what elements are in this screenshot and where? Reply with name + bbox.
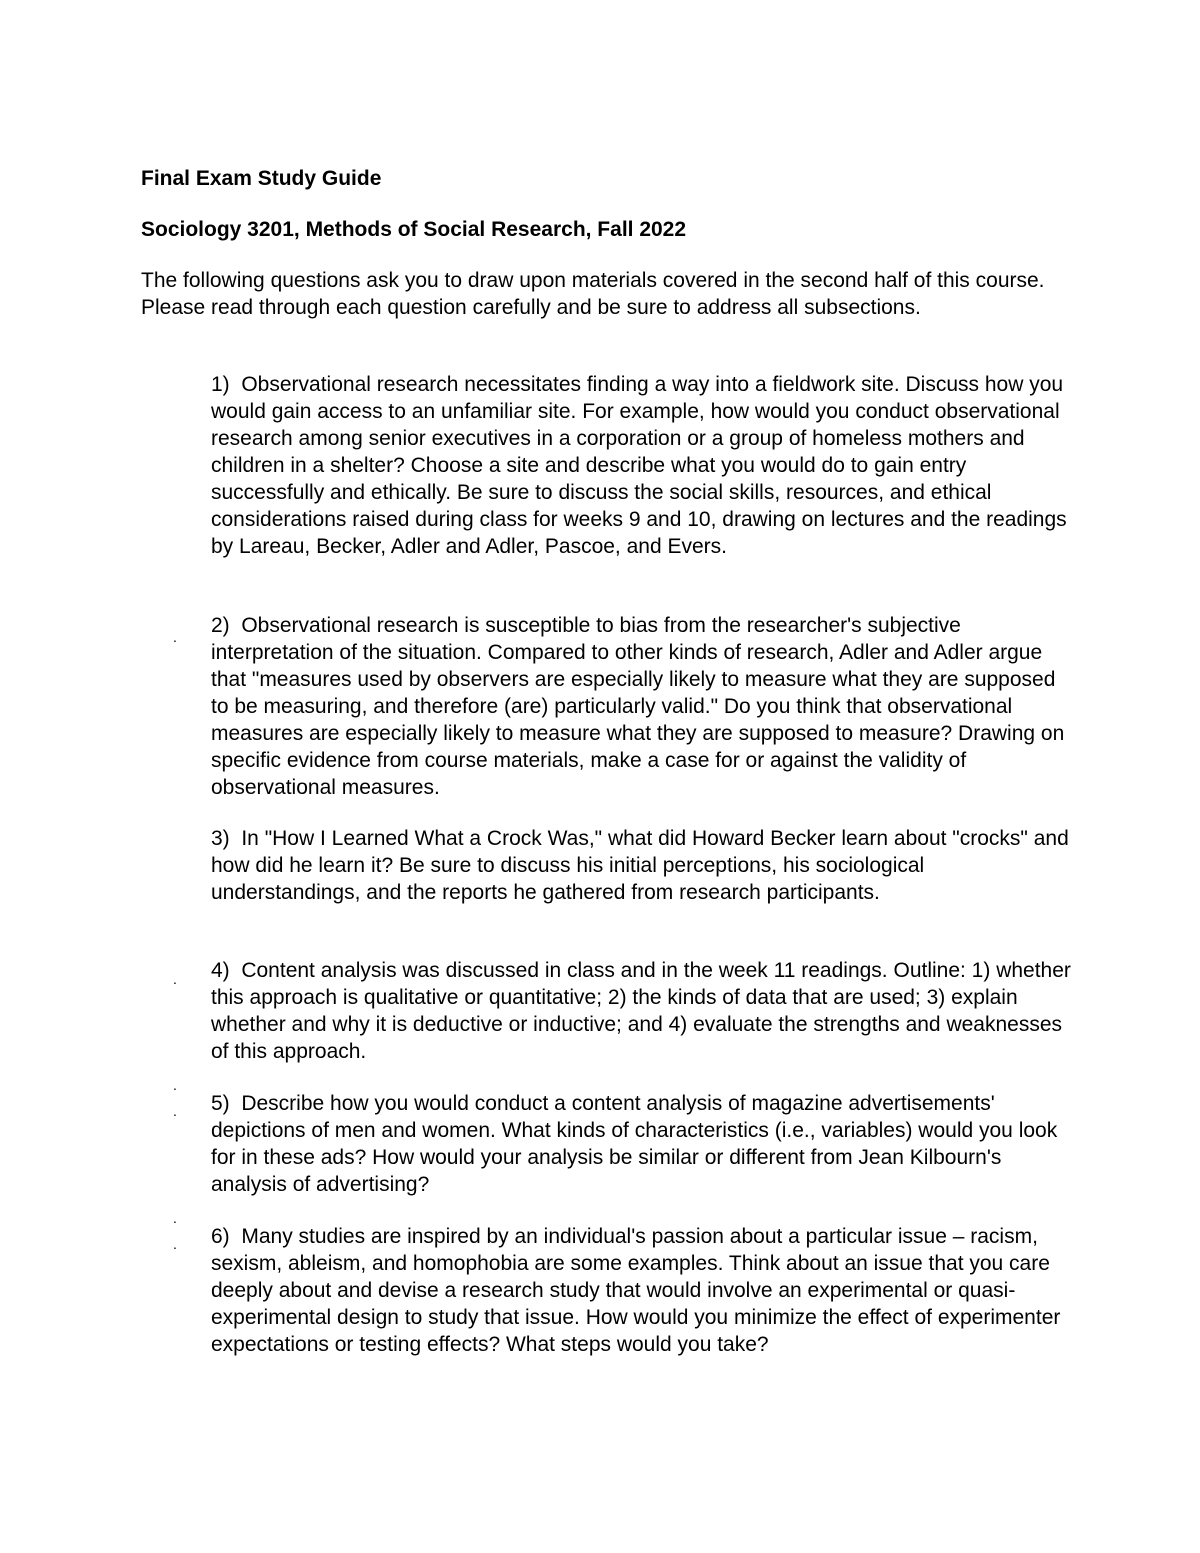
question-2: 2) Observational research is susceptible to bias from the researcher's subjective interpretation of the situation. Compared to other kinds of research, Adler and Adler argue that "measures used by observers are especially likely to measure what they are supposed to be measuring, and therefore (are) particularly valid." Do you think that observational measures are especially likely to measure what they are supposed to measure? Drawing on specific evidence from course materials, make a case for or against the validity of observational measures.	[211, 614, 1065, 799]
intro-paragraph: The following questions ask you to draw upon materials covered in the second half of this course. Please read through each question carefully and be sure to address all subsections.	[141, 269, 1045, 319]
document-subtitle: Sociology 3201, Methods of Social Research, Fall 2022	[141, 218, 687, 241]
list-marker: .	[173, 1210, 177, 1226]
question-5: 5) Describe how you would conduct a content analysis of magazine advertisements' depictions of men and women. What kinds of characteristics (i.e., variables) would you look for in these ads? How would your analysis be similar or different from Jean Kilbourn's analysis of advertising?	[211, 1092, 1058, 1196]
list-marker: .	[173, 1103, 177, 1119]
question-3: 3) In "How I Learned What a Crock Was," what did Howard Becker learn about "crocks" and how did he learn it? Be sure to discuss his initial perceptions, his sociological understandings, and the reports he gathered from research participants.	[211, 827, 1069, 904]
list-marker: .	[173, 629, 177, 645]
list-marker: .	[173, 971, 177, 987]
list-marker: .	[173, 1236, 177, 1252]
question-4: 4) Content analysis was discussed in class and in the week 11 readings. Outline: 1) whether this approach is qualitative or quantitative; 2) the kinds of data that are used; 3) explain whether and why it is deductive or inductive; and 4) evaluate the strengths and weaknesses of this approach.	[211, 959, 1071, 1063]
document-title: Final Exam Study Guide	[141, 167, 382, 190]
list-marker: .	[173, 1077, 177, 1093]
question-1: 1) Observational research necessitates finding a way into a fieldwork site. Discuss how you would gain access to an unfamiliar site. For example, how would you conduct observational research among senior executives in a corporation or a group of homeless mothers and children in a shelter? Choose a site and describe what you would do to gain entry successfully and ethically. Be sure to discuss the social skills, resources, and ethical considerations raised during class for weeks 9 and 10, drawing on lectures and the readings by Lareau, Becker, Adler and Adler, Pascoe, and Evers.	[211, 373, 1067, 558]
question-6: 6) Many studies are inspired by an individual's passion about a particular issue – racism, sexism, ableism, and homophobia are some examples. Think about an issue that you care deeply about and devise a research study that would involve an experimental or quasi-experimental design to study that issue. How would you minimize the effect of experimenter expectations or testing effects? What steps would you take?	[211, 1225, 1061, 1356]
